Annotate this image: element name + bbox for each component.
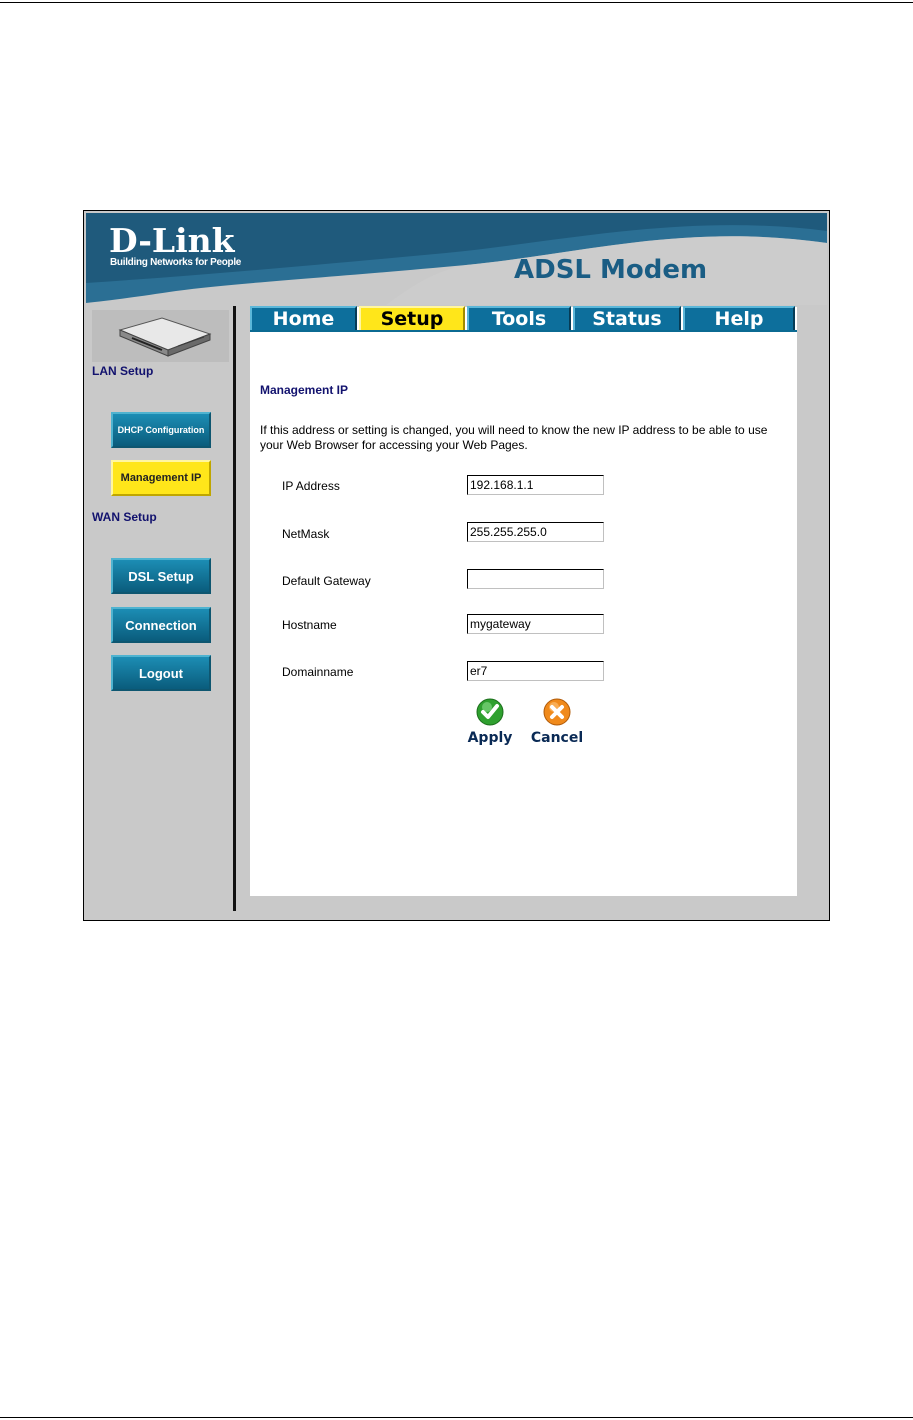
logo-tagline: Building Networks for People	[110, 257, 242, 268]
cancel-x-icon	[542, 697, 572, 727]
tab-help[interactable]: Help	[683, 306, 795, 330]
cancel-label: Cancel	[530, 730, 584, 746]
tab-home[interactable]: Home	[250, 306, 357, 330]
modem-image	[92, 310, 229, 362]
warning-note: If this address or setting is changed, you will need to know the new IP address to be able to use your Web Browser for accessing your Web Pages.	[260, 423, 768, 452]
tab-tools[interactable]: Tools	[467, 306, 571, 330]
domainname-input[interactable]	[467, 661, 604, 681]
tab-setup[interactable]: Setup	[359, 306, 465, 330]
page-top-rule	[0, 2, 913, 3]
netmask-input[interactable]	[467, 522, 604, 542]
header-banner	[86, 213, 827, 305]
modem-device-icon	[92, 310, 229, 362]
domainname-label: Domainname	[282, 665, 354, 679]
apply-button[interactable]	[460, 697, 520, 746]
page-bottom-rule	[0, 1417, 913, 1418]
hostname-input[interactable]	[467, 614, 604, 634]
router-admin-window	[83, 210, 830, 921]
main-content	[250, 307, 797, 896]
apply-label: Apply	[467, 730, 513, 746]
ip-address-label: IP Address	[282, 479, 340, 493]
main-tab-bar	[250, 306, 797, 330]
lan-setup-heading: LAN Setup	[92, 364, 154, 378]
wan-setup-heading: WAN Setup	[92, 510, 157, 524]
tab-underline	[250, 330, 797, 332]
connection-button[interactable]: Connection	[111, 607, 211, 643]
sidebar-divider	[233, 306, 236, 911]
netmask-label: NetMask	[282, 527, 330, 541]
page-title: Management IP	[260, 383, 349, 397]
default-gateway-label: Default Gateway	[282, 574, 371, 588]
default-gateway-input[interactable]	[467, 569, 604, 589]
dhcp-configuration-button[interactable]: DHCP Configuration	[111, 412, 211, 448]
product-title: ADSL Modem	[514, 255, 708, 285]
hostname-label: Hostname	[282, 618, 337, 632]
dlink-logo: D-Link	[109, 221, 235, 260]
dsl-setup-button[interactable]: DSL Setup	[111, 558, 211, 594]
cancel-button[interactable]	[527, 697, 587, 746]
ip-address-input[interactable]	[467, 475, 604, 495]
logout-button[interactable]: Logout	[111, 655, 211, 691]
sidebar	[84, 305, 232, 921]
checkmark-icon	[475, 697, 505, 727]
tab-status[interactable]: Status	[573, 306, 681, 330]
management-ip-button[interactable]: Management IP	[111, 460, 211, 496]
